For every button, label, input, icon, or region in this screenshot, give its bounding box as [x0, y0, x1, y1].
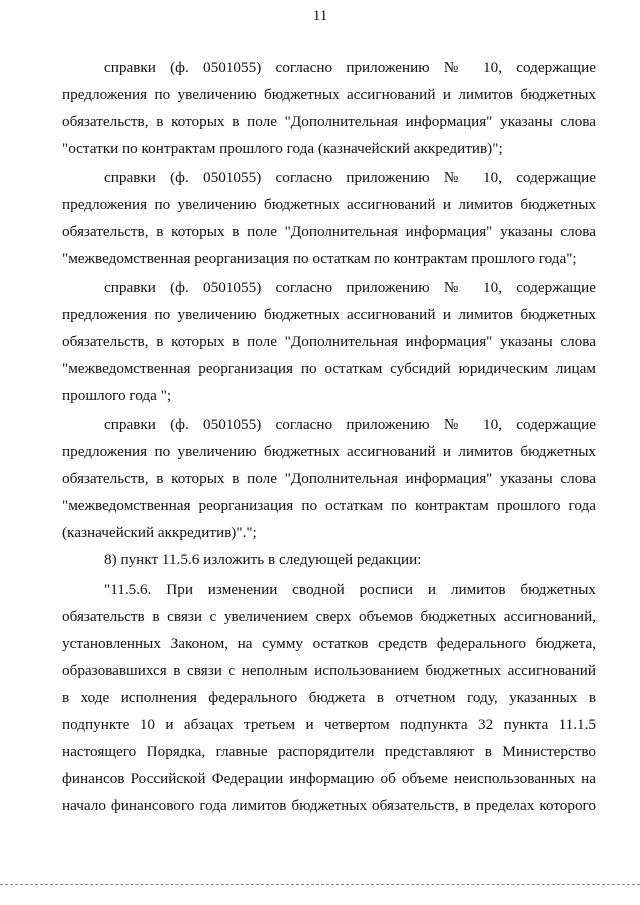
text-line: обязательств в связи с увеличением сверх объемов бюджетных ассигнований,: [62, 608, 596, 625]
text-line: справки (ф. 0501055) согласно приложению № 10, содержащие: [104, 169, 596, 186]
text-line: в ходе исполнения федерального бюджета в отчетном году, указанных в: [62, 689, 596, 706]
text-line: справки (ф. 0501055) согласно приложению № 10, содержащие: [104, 416, 596, 433]
text-line: справки (ф. 0501055) согласно приложению № 10, содержащие: [104, 279, 596, 296]
paragraph-11-5-6: [62, 576, 596, 819]
paragraph-spravki-4: [62, 411, 596, 546]
text-line: начало финансового года лимитов бюджетных обязательств, в пределах которого: [62, 797, 596, 814]
text-line: обязательств, в которых в поле "Дополнительная информация" указаны слова: [62, 470, 596, 487]
text-line: настоящего Порядка, главные распорядители представляют в Министерство: [62, 743, 596, 760]
page-number: 11: [312, 8, 328, 24]
scan-edge-line: [0, 884, 640, 885]
paragraph-spravki-3: [62, 274, 596, 409]
text-line: (казначейский аккредитив)".";: [62, 524, 257, 541]
text-line: "11.5.6. При изменении сводной росписи и лимитов бюджетных: [104, 581, 596, 598]
text-line: "межведомственная реорганизация по остаткам субсидий юридическим лицам: [62, 360, 596, 377]
text-line: предложения по увеличению бюджетных ассигнований и лимитов бюджетных: [62, 306, 596, 323]
text-line: прошлого года ";: [62, 387, 172, 404]
text-line: установленных Законом, на сумму остатков средств федерального бюджета,: [62, 635, 596, 652]
paragraph-spravki-1: [62, 54, 596, 162]
paragraph-item-8: [62, 546, 596, 573]
text-line: "межведомственная реорганизация по остаткам по контрактам прошлого года: [62, 497, 596, 514]
text-line: предложения по увеличению бюджетных ассигнований и лимитов бюджетных: [62, 443, 596, 460]
text-line: справки (ф. 0501055) согласно приложению № 10, содержащие: [104, 59, 596, 76]
text-line: подпункте 10 и абзацах третьем и четвертом подпункта 32 пункта 11.1.5: [62, 716, 596, 733]
text-line: обязательств, в которых в поле "Дополнительная информация" указаны слова: [62, 113, 596, 130]
text-line: предложения по увеличению бюджетных ассигнований и лимитов бюджетных: [62, 196, 596, 213]
text-line: 8) пункт 11.5.6 изложить в следующей редакции:: [104, 551, 422, 568]
text-line: обязательств, в которых в поле "Дополнительная информация" указаны слова: [62, 223, 596, 240]
text-line: "межведомственная реорганизация по остаткам по контрактам прошлого года";: [62, 250, 577, 267]
text-line: предложения по увеличению бюджетных ассигнований и лимитов бюджетных: [62, 86, 596, 103]
paragraph-spravki-2: [62, 164, 596, 272]
text-line: образовавшихся в связи с неполным использованием бюджетных ассигнований: [62, 662, 596, 679]
text-line: "остатки по контрактам прошлого года (казначейский аккредитив)";: [62, 140, 503, 157]
text-line: финансов Российской Федерации информацию об объеме неиспользованных на: [62, 770, 596, 787]
text-line: обязательств, в которых в поле "Дополнительная информация" указаны слова: [62, 333, 596, 350]
